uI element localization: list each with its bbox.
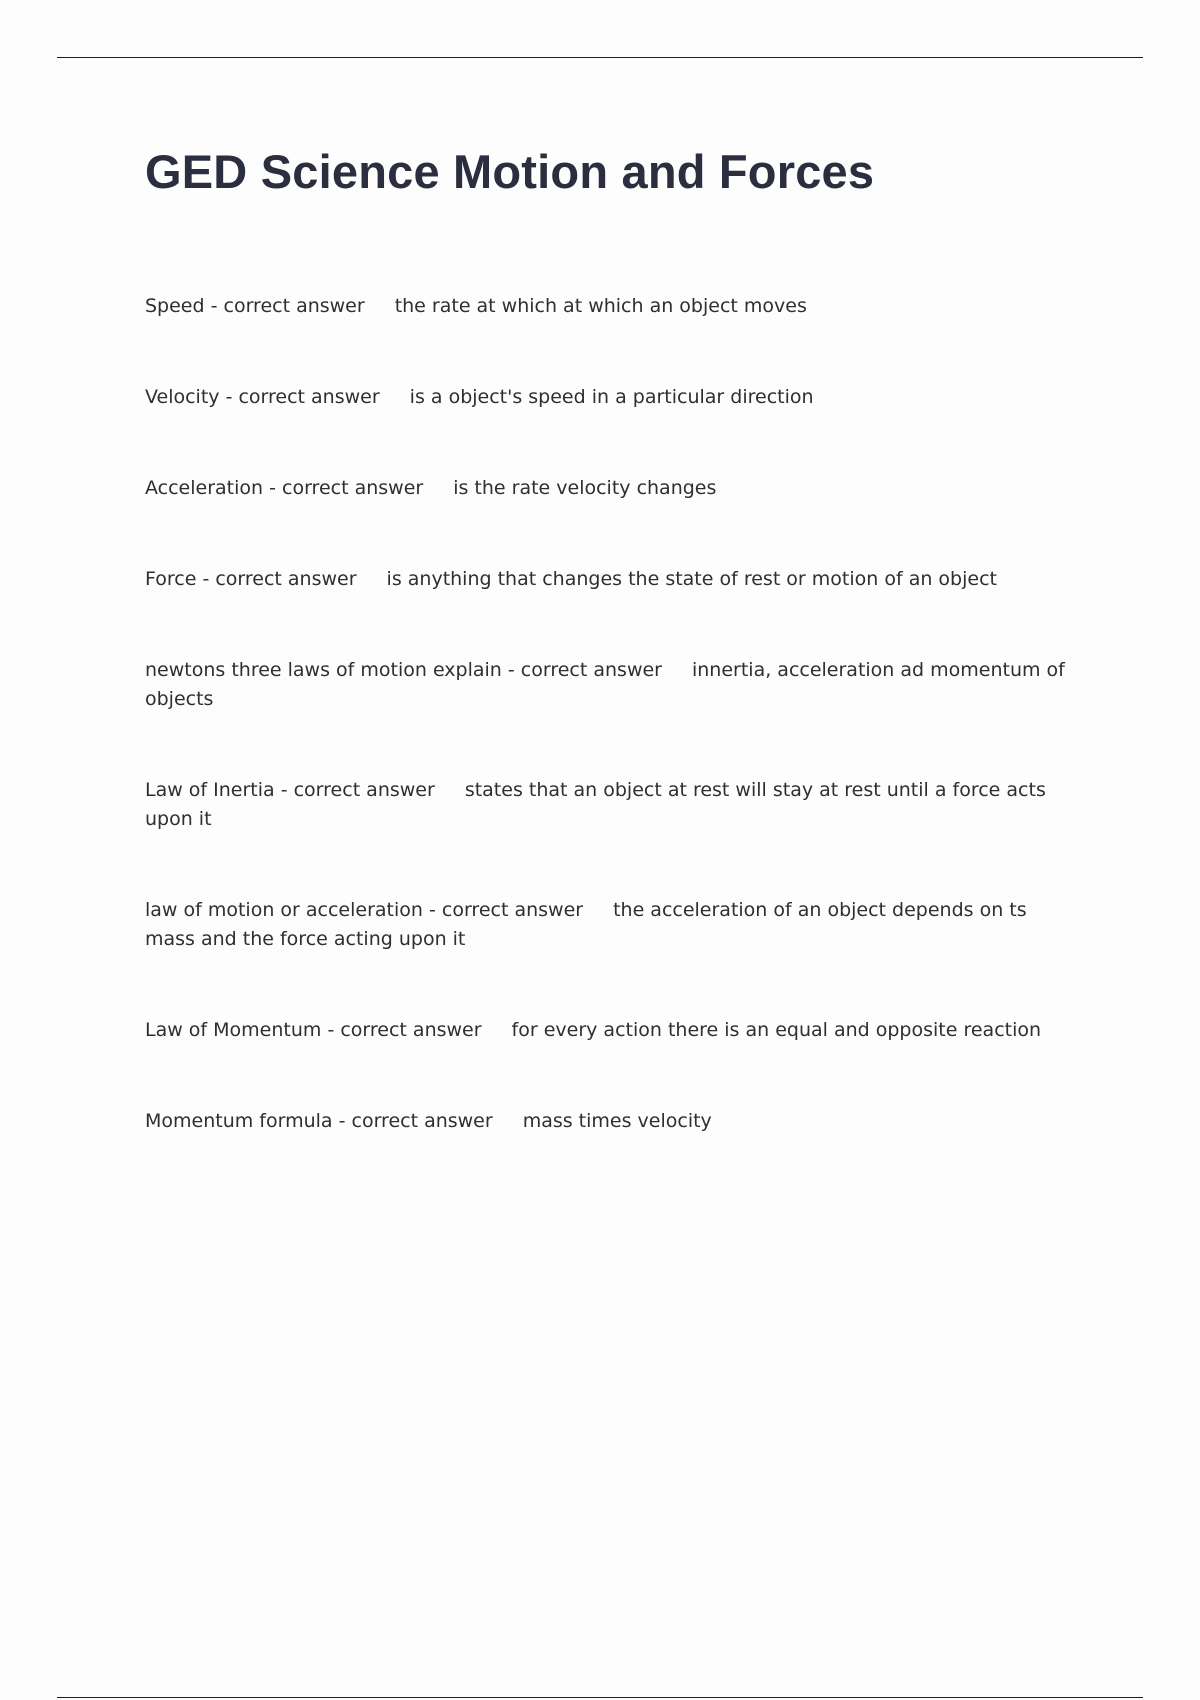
definition-text: mass times velocity (522, 1110, 712, 1132)
term-text: Acceleration - correct answer (145, 477, 424, 499)
definition-text: states that an object at rest will stay at rest until a force acts upon it (145, 779, 1046, 830)
term-text: law of motion or acceleration - correct answer (145, 899, 584, 921)
term-text: Law of Inertia - correct answer (145, 779, 435, 801)
list-item (145, 1016, 1080, 1045)
term-text: Momentum formula - correct answer (145, 1110, 493, 1132)
list-item (145, 383, 1080, 412)
definition-text: the rate at which at which an object moves (394, 295, 807, 317)
list-item (145, 776, 1080, 834)
list-item (145, 656, 1080, 714)
term-text: newtons three laws of motion explain - correct answer (145, 659, 662, 681)
list-item (145, 292, 1080, 321)
definition-text: innertia, acceleration ad momentum of objects (145, 659, 1065, 710)
definition-text: is the rate velocity changes (453, 477, 717, 499)
top-divider (57, 57, 1143, 58)
definition-text: is anything that changes the state of rest or motion of an object (386, 568, 997, 590)
list-item (145, 896, 1080, 954)
flashcard-list (145, 292, 1080, 1198)
term-text: Law of Momentum - correct answer (145, 1019, 482, 1041)
page-title: GED Science Motion and Forces (145, 145, 875, 198)
list-item (145, 474, 1080, 503)
term-text: Speed - correct answer (145, 295, 365, 317)
term-text: Force - correct answer (145, 568, 357, 590)
definition-text: for every action there is an equal and opposite reaction (511, 1019, 1042, 1041)
definition-text: is a object's speed in a particular direction (409, 386, 814, 408)
bottom-divider (57, 1697, 1143, 1698)
definition-text: the acceleration of an object depends on ts mass and the force acting upon it (145, 899, 1027, 950)
term-text: Velocity - correct answer (145, 386, 380, 408)
list-item (145, 565, 1080, 594)
list-item (145, 1107, 1080, 1136)
